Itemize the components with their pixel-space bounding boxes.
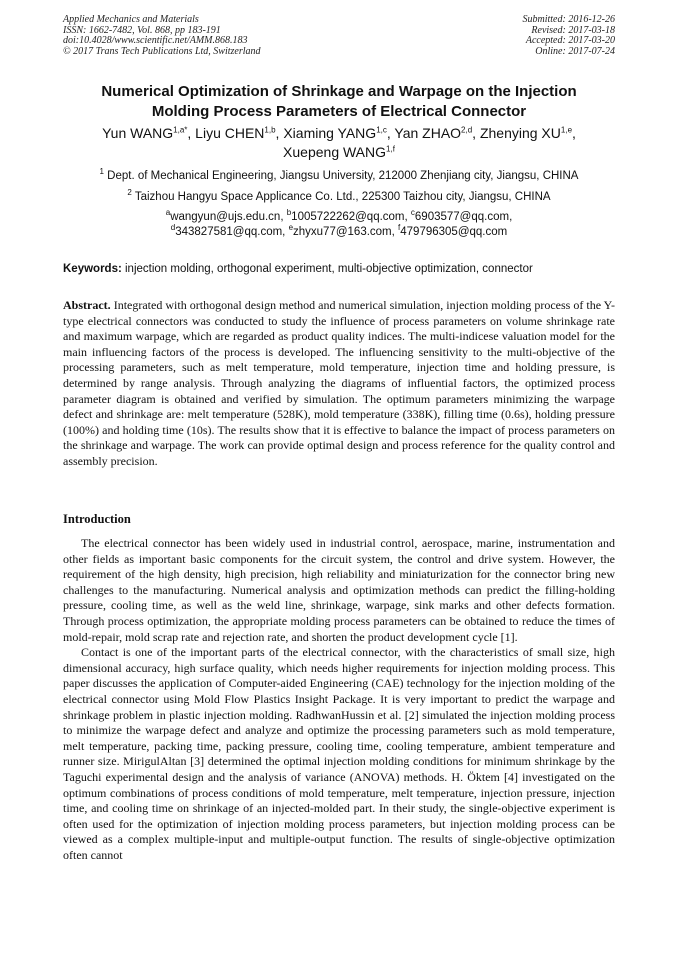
author-name: Xuepeng WANG	[283, 143, 387, 160]
abstract	[63, 298, 615, 470]
issn-line: ISSN: 1662-7482, Vol. 868, pp 183-191	[63, 24, 221, 36]
affiliation-number: 2	[127, 188, 132, 198]
email-address[interactable]: 343827581@qq.com	[175, 225, 283, 238]
online-date: Online: 2017-07-24	[535, 45, 615, 57]
email-address[interactable]: 479796305@qq.com	[400, 225, 508, 238]
email-mark: b	[286, 208, 292, 218]
email-address[interactable]: zhyxu77@163.com	[293, 225, 392, 238]
author-name: Liyu CHEN	[195, 125, 265, 141]
author-affiliation-mark: 1,c	[376, 125, 387, 135]
abstract-label: Abstract.	[63, 298, 111, 312]
journal-name: Applied Mechanics and Materials	[63, 14, 199, 25]
copyright-line: © 2017 Trans Tech Publications Ltd, Switzerland	[63, 45, 261, 57]
author-separator: ,	[572, 125, 576, 141]
doi-line: doi:10.4028/www.scientific.net/AMM.868.183	[63, 35, 248, 46]
author-list	[50, 124, 628, 161]
affiliation-text: Dept. of Mechanical Engineering, Jiangsu University, 212000 Zhenjiang city, Jiangsu, CHINA	[107, 170, 579, 182]
author-separator: ,	[187, 125, 196, 141]
email-mark: d	[170, 222, 176, 232]
author-separator: ,	[472, 125, 480, 141]
keywords	[63, 262, 615, 276]
keywords-text: injection molding, orthogonal experiment, multi-objective optimization, connector	[121, 263, 533, 275]
journal-header-left	[63, 15, 261, 57]
author-name: Yun WANG	[102, 125, 174, 141]
email-list: $^a$wangyun@ujs.edu.cn, $^b$1005722262@qq.com, $^c$6903577@qq.com, $^d$343827581@qq.com, $^e$zhyxu77@163.com, $^f$479796305@qq.com	[165, 208, 513, 238]
affiliation-text: Taizhou Hangyu Space Applicance Co. Ltd., 225300 Taizhou city, Jiangsu, CHINA	[134, 191, 551, 203]
author-name: Zhenying XU	[479, 125, 561, 141]
submitted-date: Submitted: 2016-12-26	[522, 14, 615, 25]
author-name: Yan ZHAO	[394, 125, 462, 141]
journal-header-right	[523, 15, 616, 57]
email-mark: a	[165, 208, 171, 218]
paper-title-line-2: Molding Process Parameters of Electrical Connector	[151, 102, 527, 120]
author-affiliation-mark: 1,f	[386, 143, 395, 153]
author-affiliation-mark: 1,e	[560, 125, 573, 135]
paragraph: The electrical connector has been widely used in industrial control, aerospace, marine, instrumentation and other fields as important basic components for the circuit system, the control and drive system. However, the requirement of the high density, high precision, high reliability and miniaturization for the connector bring new challenges to the manufacturing. Numerical analysis and optimization methods can predict the filling-holding pressure, cooling time, as well as the weld line, shrinkage, warpage, sink marks and other defects formation. Through process optimization, the appropriate molding process parameters can be obtained to reduce the times of mold-repair, mold scrap rate and rejection rate, and shorten the product development cycle [1].	[63, 536, 615, 644]
author-separator: ,	[275, 125, 284, 141]
email-address[interactable]: 6903577@qq.com	[414, 211, 510, 223]
email-mark: c	[410, 208, 415, 218]
email-address[interactable]: wangyun@ujs.edu.cn	[170, 211, 281, 223]
author-name: Xiaming YANG	[283, 125, 377, 141]
email-address[interactable]: 1005722262@qq.com	[291, 211, 405, 223]
paper-title-line-1: Numerical Optimization of Shrinkage and Warpage on the Injection	[101, 83, 577, 100]
abstract-text: Integrated with orthogonal design method and numerical simulation, injection molding process of the Y-type electrical connectors was conducted to study the influence of process parameters on volume shrinkage rate and maximum warpage, which are regarded as product quality indices. The multi-indicese valuation model for the main influencing factors of the process is developed. The influencing sensitivity to the multi-objective of the processing parameters, such as melt temperature, mold temperature, injection time and holding pressure, is determined by range analysis. Through analyzing the diagrams of influential factors, the optimized process parameter diagram is obtained and verified by simulation. The optimum parameters minimizing the warpage defect and shrinkage are: melt temperature (528K), mold temperature (338K), filling time (0.6s), holding pressure (100%) and holding time (10s). The results show that it is effective to balance the impact of process parameters on the shrinkage and warpage. The work can provide optimal design and process reference for the quality control and assembly precision.	[63, 298, 615, 468]
author-affiliation-mark: 1,b	[264, 125, 276, 135]
affiliation-1	[40, 169, 638, 183]
email-mark: e	[288, 222, 294, 232]
paper-title	[40, 82, 638, 121]
section-heading-introduction: Introduction	[63, 512, 131, 526]
introduction-body	[63, 536, 615, 863]
affiliation-number: 1	[99, 167, 104, 177]
author-separator: ,	[386, 125, 395, 141]
keywords-label: Keywords:	[63, 263, 122, 275]
revised-date: Revised: 2017-03-18	[531, 24, 615, 36]
email-mark: f	[398, 222, 401, 232]
author-affiliation-mark: 1,a*	[173, 125, 188, 135]
affiliation-2	[40, 190, 638, 204]
accepted-date: Accepted: 2017-03-20	[525, 35, 615, 46]
author-affiliation-mark: 2,d	[461, 125, 473, 135]
paragraph: Contact is one of the important parts of the electrical connector, with the characteristics of small size, high dimensional accuracy, high surface quality, which needs higher requirements for injection molding process. This paper discusses the application of Computer-aided Engineering (CAE) technology for the injection molding of the electrical connector using Mold Flow Plastics Insight Package. It is very important to predict the warpage and shrinkage problem in plastic injection molding. RadhwanHussin et al. [2] simulated the injection molding process to minimize the warpage defect and analyze and optimize the processing parameters such as mold temperature, melt temperature, packing time, packing pressure, cooling time, cooling temperature, ambient temperature and runner size. MirigulAltan [3] determined the optimal injection molding conditions for minimum shrinkage by the Taguchi experimental design and the analysis of variance (ANOVA) methods. H. Öktem [4] investigated on the optimum combinations of process conditions of mold temperature, melt temperature, injection pressure, injection time, and cooling time on shrinkage of an injected-molded part. In their study, the single-objective experiment is often used for the optimization of injection molding process parameters, but injection molding process can be viewed as a complex multiple-input and multiple-output function. The results of single-objective optimization often cannot	[63, 645, 615, 862]
